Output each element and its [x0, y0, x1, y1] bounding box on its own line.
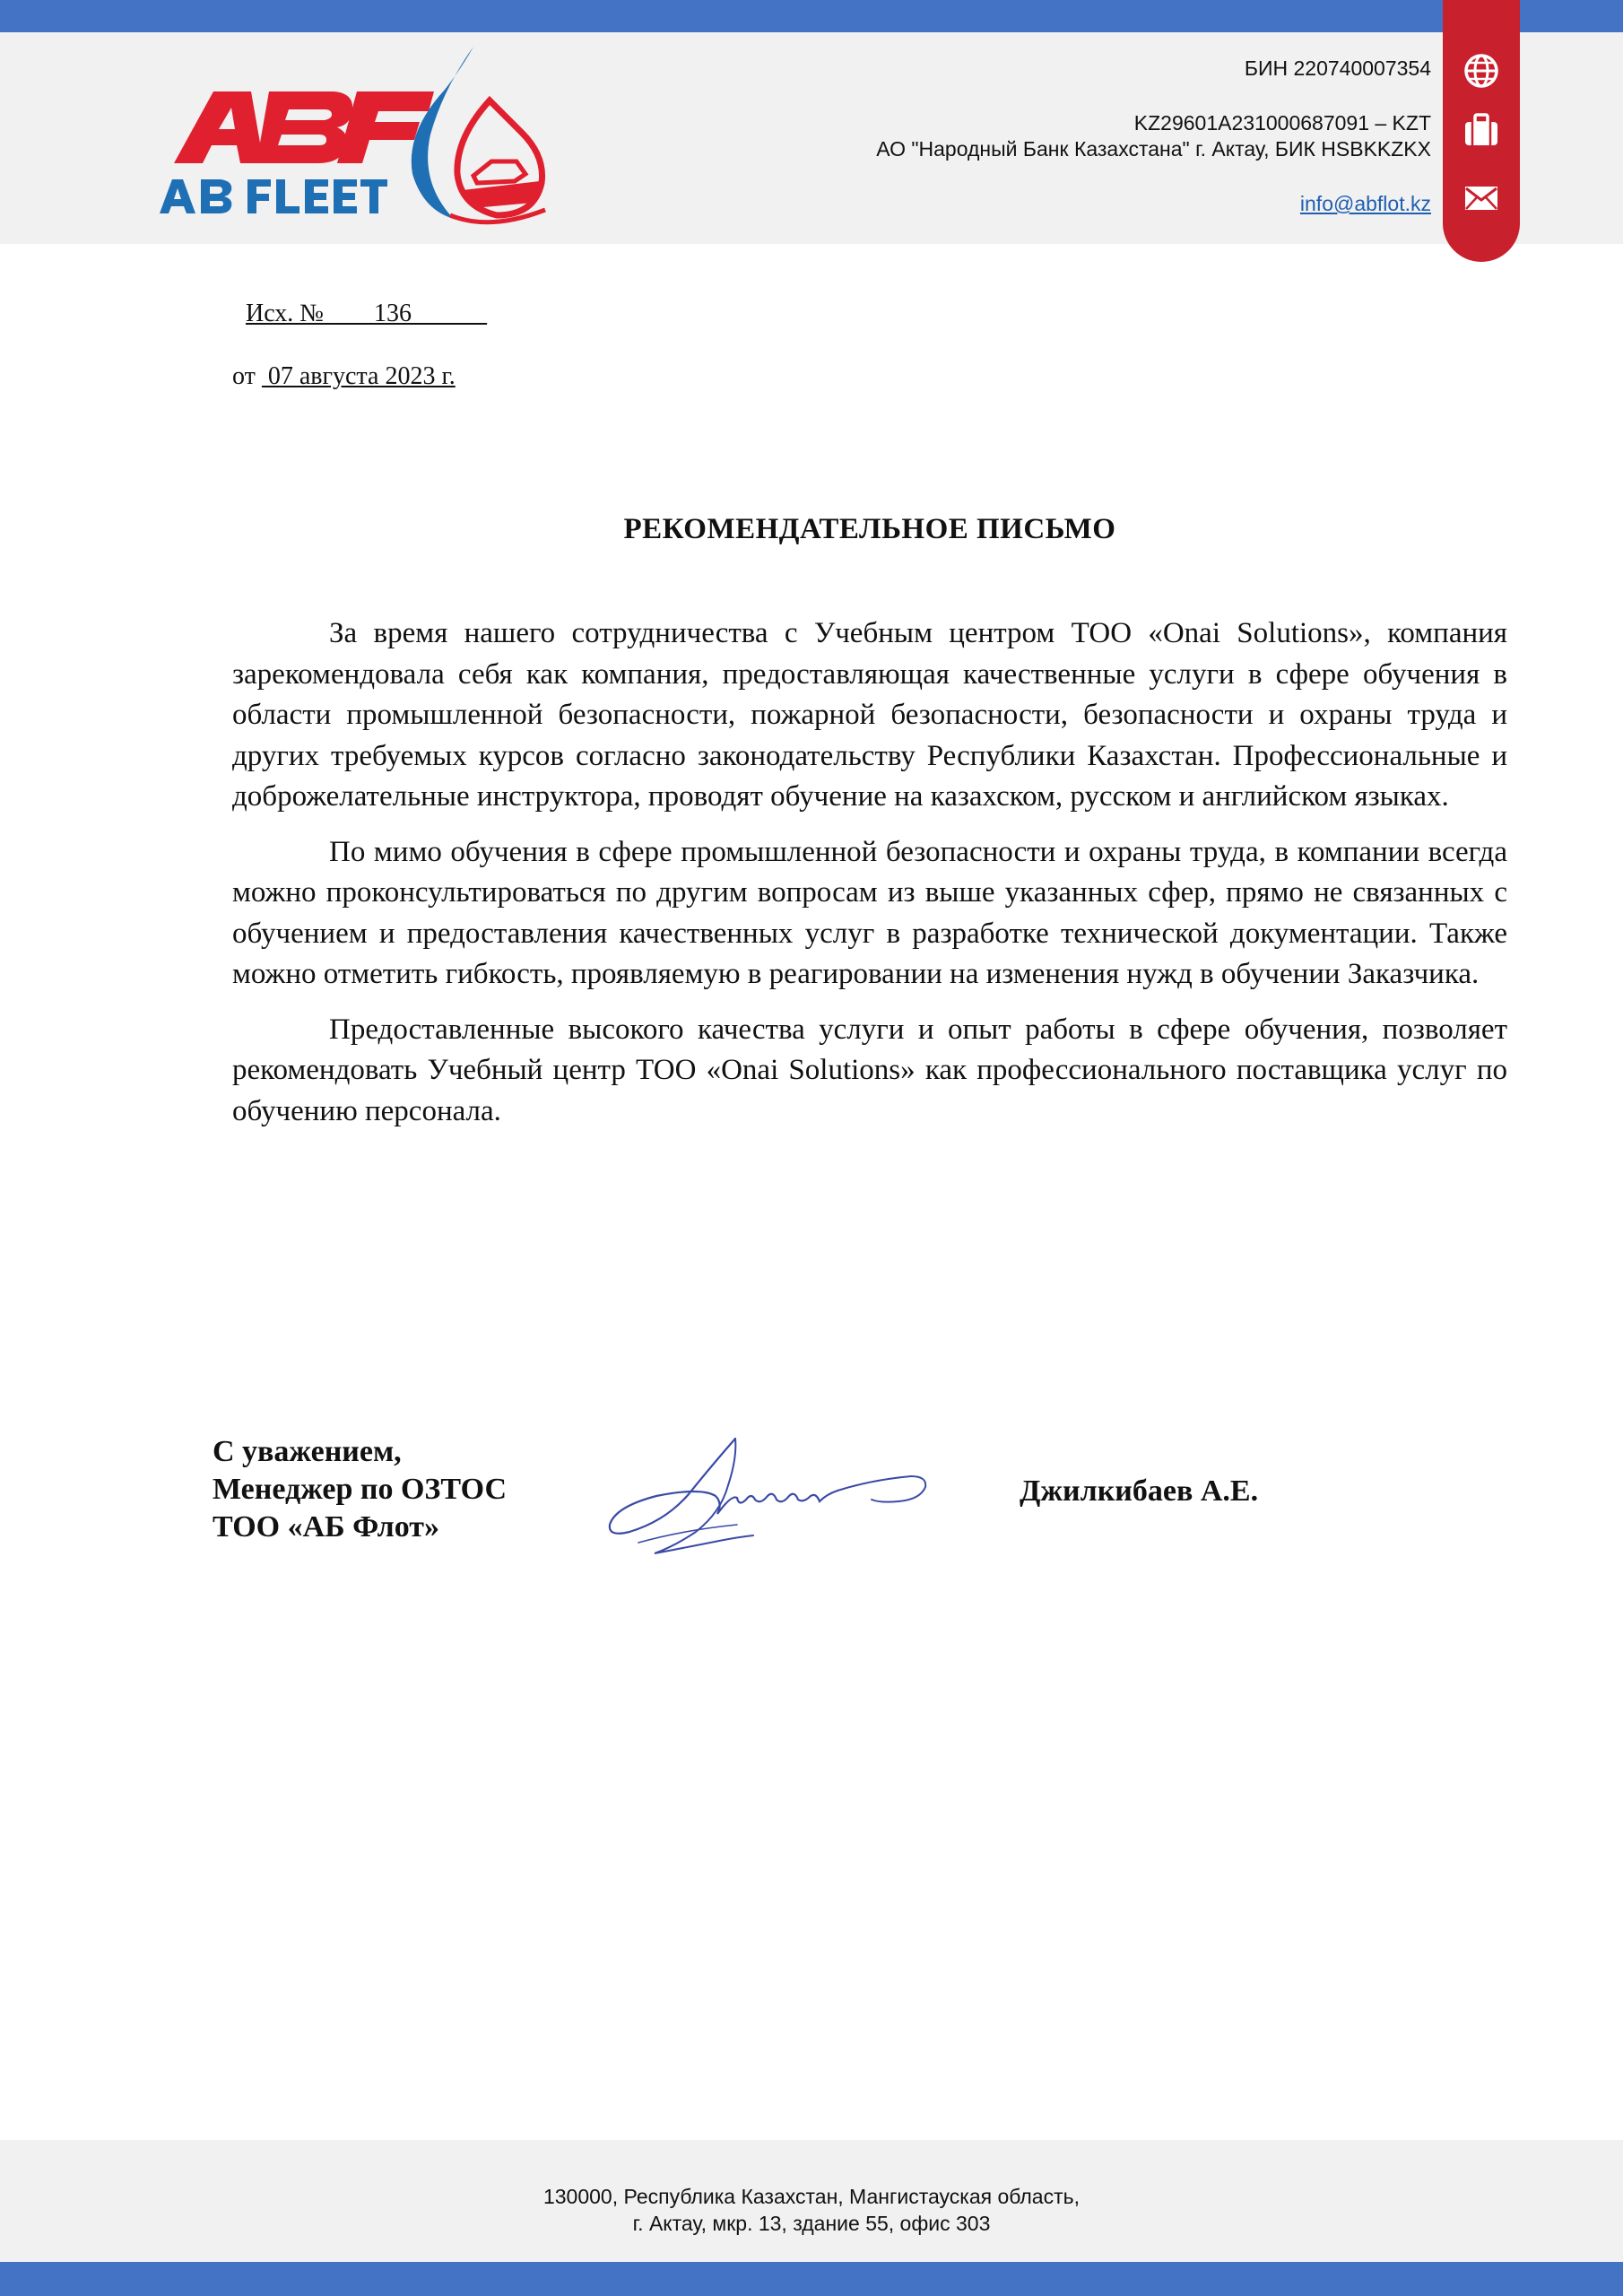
outgoing-number [246, 300, 487, 328]
footer-address-line2: г. Актау, мкр. 13, здание 55, офис 303 [632, 2212, 991, 2235]
paragraph: По мимо обучения в сфере промышленной безопасности и охраны труда, в компании всегда можно проконсультироваться по другим вопросам из выше указанных сфер, прямо не связанных с обучением и предоставления качественных услуг в разработке технической документации. Также можно отметить гибкость, проявляемую в реагировании на изменения нужд в обучении Заказчика. [232, 835, 1507, 990]
logo-drop-flame [412, 47, 545, 222]
footer-address-line1: 130000, Республика Казахстан, Мангистауская область, [542, 2185, 1081, 2208]
letter-body [232, 613, 1507, 1146]
bottom-stripe [0, 2262, 1623, 2296]
letter-title: РЕКОМЕНДАТЕЛЬНОЕ ПИСЬМО [623, 513, 1116, 545]
contact-icons-tab [1443, 0, 1520, 262]
handwritten-signature [603, 1431, 943, 1568]
briefcase-icon [1462, 111, 1500, 149]
letter-date [232, 362, 456, 391]
logo-abf-mark [174, 91, 434, 163]
outgoing-number-label: Исх. № [246, 300, 324, 327]
closing-company: ТОО «АБ Флот» [213, 1510, 439, 1544]
bank-name: АО "Народный Банк Казахстана" г. Актау, БИК HSBKKZKX [876, 137, 1431, 161]
letter-date-label: от [232, 362, 256, 390]
closing-regards: С уважением, [213, 1435, 402, 1468]
letter-date-value: 07 августа 2023 г. [261, 362, 456, 390]
envelope-icon [1462, 179, 1500, 217]
contact-block [876, 56, 1431, 217]
closing-position: Менеджер по ОЗТОС [213, 1473, 507, 1506]
outgoing-number-value: ___136______ [336, 300, 487, 327]
closing-block [213, 1433, 507, 1546]
signer-name: Джилкибаев А.Е. [1020, 1474, 1259, 1508]
logo-subtitle-mark [160, 179, 387, 213]
globe-icon [1462, 52, 1500, 90]
footer-address [0, 2183, 1623, 2237]
paragraph: За время нашего сотрудничества с Учебным центром ТОО «Onai Solutions», компания зарекомендовала себя как компания, предоставляющая качественные услуги в сфере обучения в области промышленной безопасности, пожарной безопасности, безопасности и охраны труда и других требуемых курсов согласно законодательству Республики Казахстан. Профессиональные и доброжелательные инструктора, проводят обучение на казахском, русском и английском языках. [232, 617, 1507, 813]
company-logo [158, 39, 552, 233]
email-link[interactable]: info@abflot.kz [1299, 192, 1431, 215]
paragraph: Предоставленные высокого качества услуги и опыт работы в сфере обучения, позволяет рекомендовать Учебный центр ТОО «Onai Solutions» как профессионального поставщика услуг по обучению персонала. [232, 1013, 1507, 1127]
bank-account: KZ29601A231000687091 – KZT [1133, 111, 1431, 135]
bin-number: БИН 220740007354 [1244, 57, 1431, 80]
top-stripe [0, 0, 1623, 32]
